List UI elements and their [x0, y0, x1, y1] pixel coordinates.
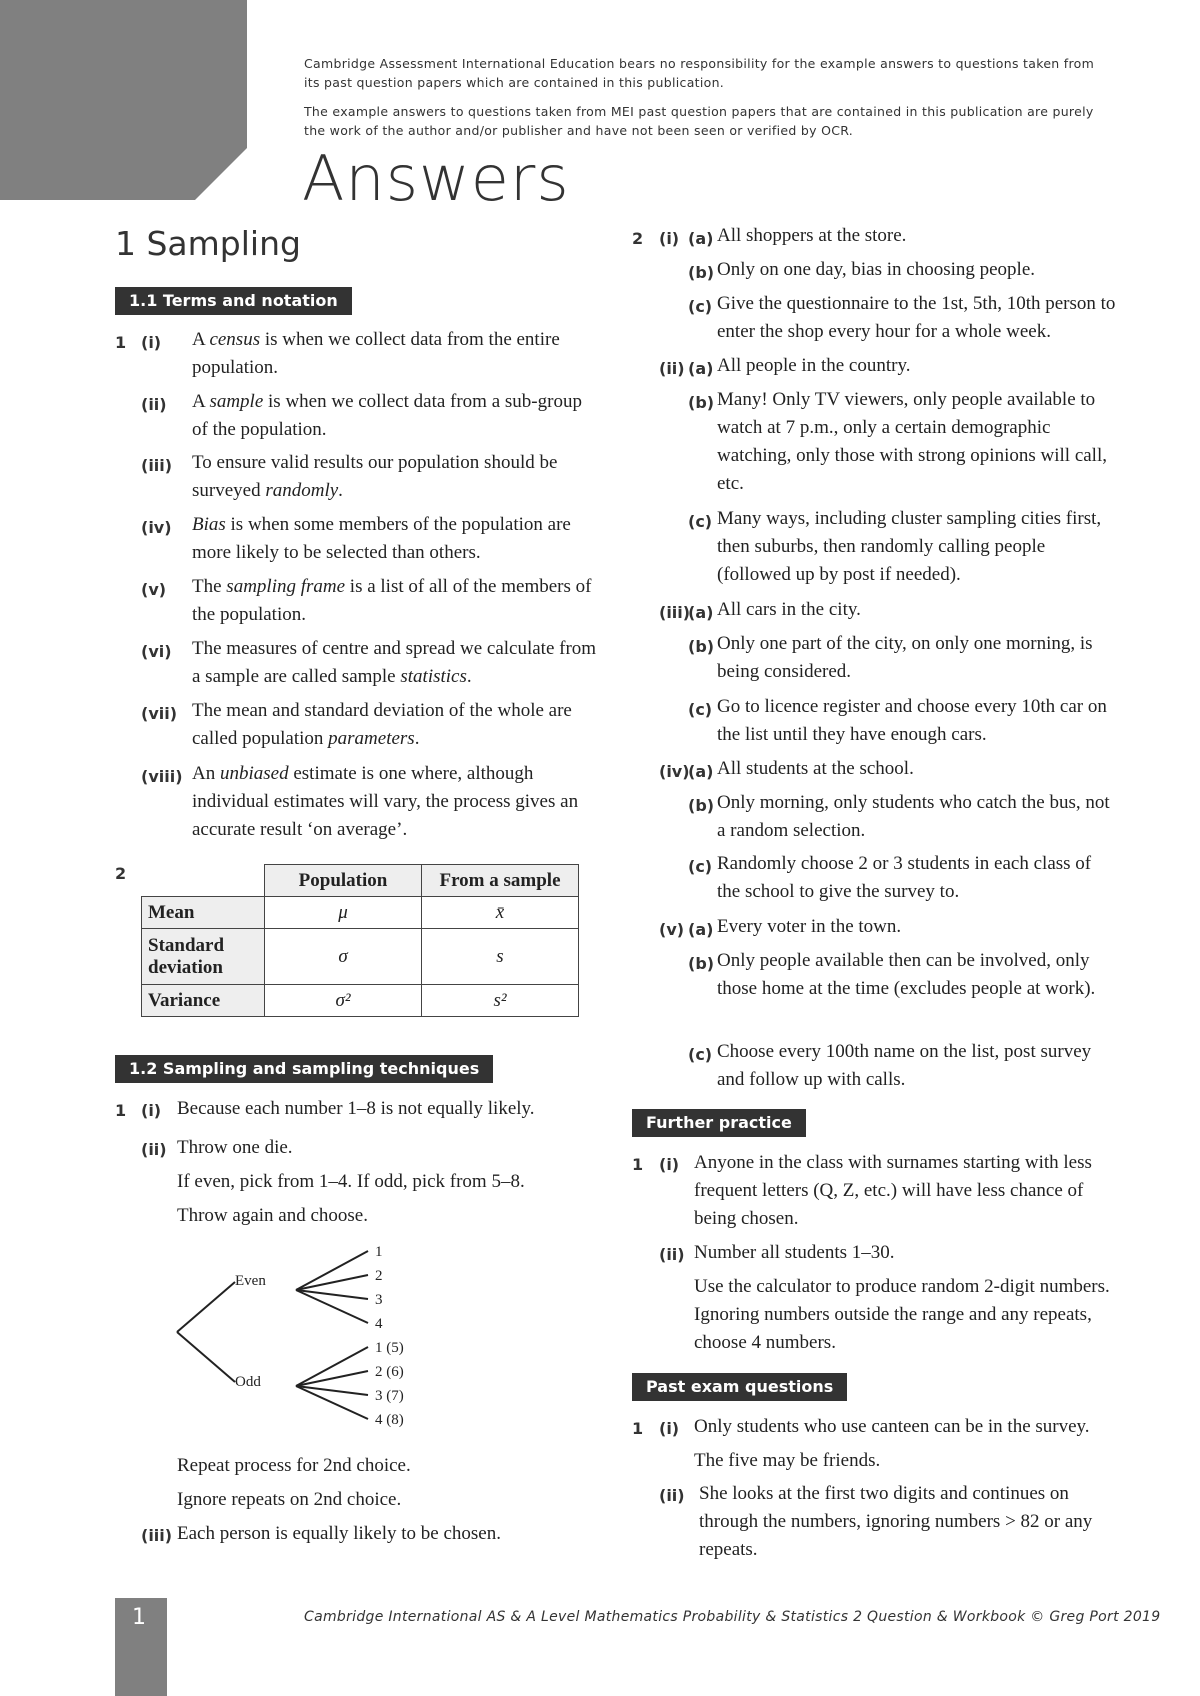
- tree-diagram: [160, 1235, 440, 1435]
- tree-leaf: 4: [375, 1316, 383, 1332]
- tree-node-odd: Odd: [235, 1374, 261, 1390]
- answer-text: Throw one die.: [177, 1137, 293, 1158]
- table-cell: σ²: [265, 985, 422, 1017]
- question-number: 1: [632, 1419, 644, 1438]
- part-label: (ii): [659, 359, 685, 378]
- answer-text: If even, pick from 1–4. If odd, pick from 5–8.: [177, 1171, 525, 1192]
- answer-text: The measures of centre and spread we calculate from a sample are called sample statistics.: [192, 638, 597, 687]
- part-label: (iv): [141, 518, 172, 537]
- tree-branch: [296, 1371, 368, 1386]
- part-label: (i): [141, 333, 162, 352]
- table-row: [142, 897, 579, 929]
- answer-text: A sample is when we collect data from a sub-group of the population.: [192, 391, 582, 440]
- tree-leaf: 2: [375, 1268, 383, 1284]
- row-header: Variance: [142, 985, 265, 1017]
- table-corner: [142, 865, 265, 897]
- answer-text: Only one part of the city, on only one morning, is being considered.: [717, 633, 1093, 682]
- answer-text: Because each number 1–8 is not equally likely.: [177, 1098, 535, 1119]
- part-label: (i): [141, 1101, 162, 1120]
- part-label: (v): [659, 920, 685, 939]
- disclaimer-cambridge: Cambridge Assessment International Education bears no responsibility for the example answers to questions taken from its past question papers which are contained in this publication.: [304, 56, 1095, 90]
- table-cell: μ: [265, 897, 422, 929]
- disclaimer-mei: The example answers to questions taken from MEI past question papers that are contained in this publication are purely the work of the author and/or publisher and have not been seen or verified by OCR.: [304, 104, 1094, 138]
- answer-text: Every voter in the town.: [717, 916, 902, 937]
- answer-text: Anyone in the class with surnames starting with less frequent letters (Q, Z, etc.) will have less chance of being chosen.: [694, 1152, 1092, 1229]
- answer-text: Use the calculator to produce random 2-digit numbers. Ignoring numbers outside the range and any repeats, choose 4 numbers.: [694, 1276, 1110, 1353]
- part-label: (ii): [141, 395, 167, 414]
- part-label: (ii): [659, 1486, 685, 1505]
- tree-leaf: 3 (7): [375, 1388, 404, 1404]
- answer-text: All cars in the city.: [717, 599, 861, 620]
- row-header: Mean: [142, 897, 265, 929]
- part-label: (ii): [659, 1245, 685, 1264]
- sub-part-label: (c): [688, 512, 713, 531]
- sub-part-label: (a): [688, 229, 714, 248]
- answer-text: The sampling frame is a list of all of the members of the population.: [192, 576, 592, 625]
- table-cell: σ: [265, 929, 422, 985]
- answer-text: All people in the country.: [717, 355, 911, 376]
- answer-text: Ignore repeats on 2nd choice.: [177, 1489, 402, 1510]
- question-number: 2: [632, 229, 644, 248]
- part-label: (v): [141, 580, 167, 599]
- column-header-sample: From a sample: [422, 865, 579, 897]
- answer-text: Throw again and choose.: [177, 1205, 368, 1226]
- column-header-population: Population: [265, 865, 422, 897]
- answer-text: All shoppers at the store.: [717, 225, 907, 246]
- answer-text: Choose every 100th name on the list, post survey and follow up with calls.: [717, 1041, 1092, 1090]
- tree-branch: [296, 1347, 368, 1386]
- section-heading-further-practice: Further practice: [632, 1109, 806, 1137]
- question-number: 1: [115, 1101, 127, 1120]
- answer-text: To ensure valid results our population should be surveyed randomly.: [192, 452, 558, 501]
- notation-table: [141, 864, 579, 1017]
- answer-text: Many ways, including cluster sampling cities first, then suburbs, then randomly calling people (followed up by post if needed).: [717, 508, 1102, 585]
- answer-text: Only on one day, bias in choosing people.: [717, 259, 1036, 280]
- corner-decoration: [0, 0, 247, 200]
- answer-text: A census is when we collect data from the entire population.: [192, 329, 560, 378]
- part-label: (i): [659, 1155, 680, 1174]
- sub-part-label: (a): [688, 603, 714, 622]
- sub-part-label: (b): [688, 796, 715, 815]
- part-label: (iii): [141, 1526, 173, 1545]
- sub-part-label: (b): [688, 263, 715, 282]
- footer-copyright: Cambridge International AS & A Level Mathematics Probability & Statistics 2 Question & Workbook © Greg Port 2019: [304, 1609, 1161, 1625]
- answer-text: Repeat process for 2nd choice.: [177, 1455, 411, 1476]
- answer-text: Bias is when some members of the population are more likely to be selected than others.: [192, 514, 571, 563]
- section-heading-terms: 1.1 Terms and notation: [115, 287, 352, 315]
- tree-leaf: 3: [375, 1292, 383, 1308]
- sub-part-label: (a): [688, 359, 714, 378]
- table-row: [142, 985, 579, 1017]
- sub-part-label: (c): [688, 857, 713, 876]
- tree-leaf: 1 (5): [375, 1340, 404, 1356]
- table-row: [142, 929, 579, 985]
- question-number: 1: [115, 333, 127, 352]
- page-title: Answers: [302, 142, 570, 215]
- tree-leaf: 2 (6): [375, 1364, 404, 1380]
- tree-branch: [177, 1282, 235, 1332]
- tree-branch: [177, 1332, 235, 1382]
- tree-node-even: Even: [235, 1273, 266, 1289]
- sub-part-label: (c): [688, 1045, 713, 1064]
- part-label: (iv): [659, 762, 690, 781]
- sub-part-label: (b): [688, 637, 715, 656]
- sub-part-label: (b): [688, 393, 715, 412]
- part-label: (vii): [141, 704, 178, 723]
- tree-branch: [296, 1251, 368, 1290]
- answer-text: The five may be friends.: [694, 1450, 881, 1471]
- part-label: (i): [659, 1419, 680, 1438]
- answer-text: Randomly choose 2 or 3 students in each class of the school to give the survey to.: [717, 853, 1092, 902]
- sub-part-label: (c): [688, 700, 713, 719]
- answer-text: The mean and standard deviation of the whole are called population parameters.: [192, 700, 572, 749]
- answer-text: Only people available then can be involved, only those home at the time (excludes people at work).: [717, 950, 1096, 999]
- answer-text: Many! Only TV viewers, only people available to watch at 7 p.m., only a certain demographic watching, only those with strong opinions will call, etc.: [717, 389, 1107, 494]
- sub-part-label: (b): [688, 954, 715, 973]
- answer-text: Give the questionnaire to the 1st, 5th, 10th person to enter the shop every hour for a whole week.: [717, 293, 1116, 342]
- answer-text: An unbiased estimate is one where, although individual estimates will vary, the process gives an accurate result ‘on average’.: [192, 763, 579, 840]
- answer-text: Go to licence register and choose every 10th car on the list until they have enough cars.: [717, 696, 1107, 745]
- tree-leaf: 1: [375, 1244, 383, 1260]
- section-heading-sampling: 1.2 Sampling and sampling techniques: [115, 1055, 493, 1083]
- tree-branch: [296, 1275, 368, 1290]
- part-label: (ii): [141, 1140, 167, 1159]
- sub-part-label: (a): [688, 762, 714, 781]
- part-label: (i): [659, 229, 680, 248]
- tree-leaf: 4 (8): [375, 1412, 404, 1428]
- question-number: 2: [115, 864, 127, 883]
- answer-text: Only morning, only students who catch the bus, not a random selection.: [717, 792, 1110, 841]
- table-cell: x̄: [422, 897, 579, 929]
- part-label: (vi): [141, 642, 172, 661]
- question-number: 1: [632, 1155, 644, 1174]
- section-heading-past-exam: Past exam questions: [632, 1373, 847, 1401]
- sub-part-label: (c): [688, 297, 713, 316]
- part-label: (iii): [659, 603, 691, 622]
- part-label: (iii): [141, 456, 173, 475]
- sub-part-label: (a): [688, 920, 714, 939]
- answer-text: Each person is equally likely to be chosen.: [177, 1523, 501, 1544]
- part-label: (viii): [141, 767, 183, 786]
- table-cell: s: [422, 929, 579, 985]
- answer-text: Number all students 1–30.: [694, 1242, 895, 1263]
- row-header: Standard deviation: [142, 929, 265, 985]
- answer-text: All students at the school.: [717, 758, 914, 779]
- chapter-title: 1 Sampling: [115, 224, 301, 263]
- answer-text: She looks at the first two digits and continues on through the numbers, ignoring numbers > 82 or any repeats.: [699, 1483, 1093, 1560]
- page-number: 1: [132, 1605, 146, 1630]
- table-cell: s²: [422, 985, 579, 1017]
- answer-text: Only students who use canteen can be in the survey.: [694, 1416, 1090, 1437]
